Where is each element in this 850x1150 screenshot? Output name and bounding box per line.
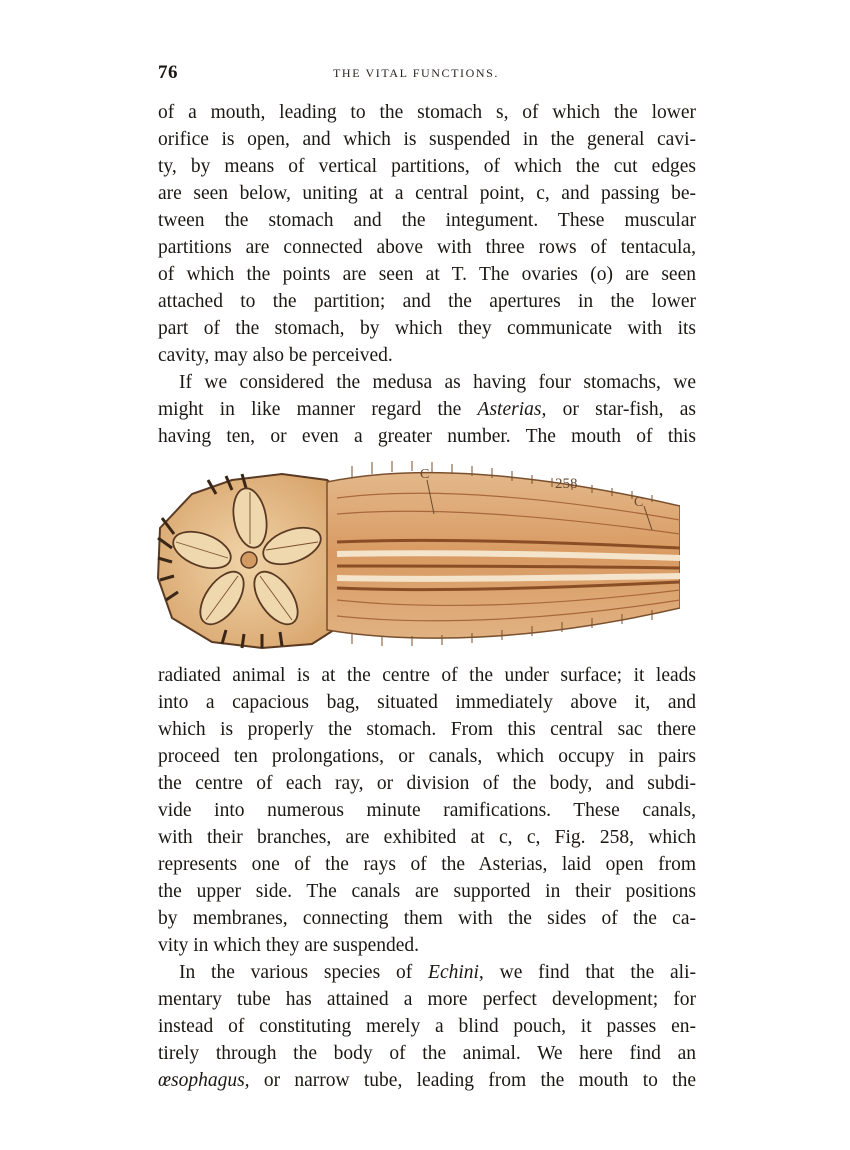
paragraph-block-bottom: [158, 662, 696, 1094]
text-line: mentary tube has attained a more perfect development; for: [158, 989, 696, 1010]
paragraph-start-line: [158, 369, 696, 396]
text-line: the centre of each ray, or division of the body, and subdi-: [158, 773, 696, 794]
text-line: instead of constituting merely a blind pouch, it passes en-: [158, 1016, 696, 1037]
text-run: might in like manner regard the: [158, 399, 478, 420]
text-line: partitions are connected above with three rows of tentacula,: [158, 237, 696, 258]
italic-term-asterias: Asterias,: [477, 399, 547, 420]
text-run: If we considered the medusa as having four stomachs, we: [179, 372, 696, 393]
text-line: radiated animal is at the centre of the under surface; it leads: [158, 665, 696, 686]
figure-number: 258: [555, 476, 578, 492]
text-line: with their branches, are exhibited at c, c, Fig. 258, which: [158, 827, 696, 848]
label-c-upper: C: [420, 467, 430, 482]
text-run: or star-fish, as: [546, 399, 696, 420]
text-line: represents one of the rays of the Asterias, laid open from: [158, 854, 696, 875]
text-line: the upper side. The canals are supported in their positions: [158, 881, 696, 902]
italic-term-echini: Echini,: [428, 962, 484, 983]
text-line: [158, 396, 696, 423]
text-line: of a mouth, leading to the stomach s, of which the lower: [158, 102, 696, 123]
text-run: or narrow tube, leading from the mouth to the: [249, 1070, 696, 1091]
text-line: are seen below, uniting at a central point, c, and passing be-: [158, 183, 696, 204]
text-line: [158, 1067, 696, 1094]
text-line: of which the points are seen at T. The ovaries (o) are seen: [158, 264, 696, 285]
text-line: vide into numerous minute ramifications. These canals,: [158, 800, 696, 821]
text-line: vity in which they are suspended.: [158, 935, 420, 956]
text-line: orifice is open, and which is suspended in the general cavi-: [158, 129, 696, 150]
paragraph-start-line: [158, 959, 696, 986]
running-head: THE VITAL FUNCTIONS.: [333, 66, 500, 80]
paragraph-block-top: [158, 99, 696, 450]
page-header: [158, 62, 693, 86]
text-line: attached to the partition; and the apertures in the lower: [158, 291, 696, 312]
text-line: having ten, or even a greater number. The mouth of this: [158, 426, 696, 447]
page-number: 76: [158, 62, 178, 83]
asterias-ray-illustration: [152, 458, 680, 654]
text-run: In the various species of: [179, 962, 429, 983]
text-line: tween the stomach and the integument. These muscular: [158, 210, 696, 231]
text-line: cavity, may also be perceived.: [158, 345, 393, 366]
text-line: tirely through the body of the animal. We here find an: [158, 1043, 696, 1064]
central-mouth: [241, 552, 257, 568]
label-c-right: C: [634, 495, 644, 510]
text-line: which is properly the stomach. From this central sac there: [158, 719, 696, 740]
text-run: we find that the ali-: [483, 962, 697, 983]
text-line: into a capacious bag, situated immediately above it, and: [158, 692, 696, 713]
italic-term-oesophagus: œsophagus,: [158, 1070, 250, 1091]
text-line: by membranes, connecting them with the sides of the ca-: [158, 908, 696, 929]
text-line: part of the stomach, by which they communicate with its: [158, 318, 696, 339]
figure-258-asterias-ray: [152, 458, 680, 654]
text-line: proceed ten prolongations, or canals, which occupy in pairs: [158, 746, 696, 767]
text-line: ty, by means of vertical partitions, of which the cut edges: [158, 156, 696, 177]
